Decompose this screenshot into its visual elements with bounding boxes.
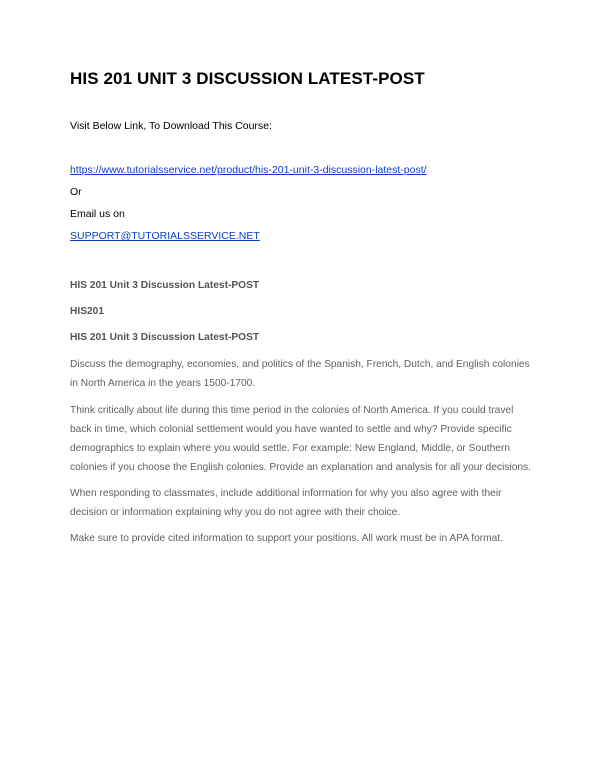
visit-instruction: Visit Below Link, To Download This Course: — [70, 120, 272, 132]
or-text: Or — [70, 186, 82, 198]
paragraph-critical-thinking: Think critically about life during this time period in the colonies of North America. If you could travel back in time, which colonial settlement would you have wanted to settle and why? Provide specific demographics to explain where you would settle. For example: New England, Middle, or Southern colonies if you choose the English colonies. Provide an explanation and analysis for all your decisions. — [70, 405, 531, 473]
section-heading: HIS 201 Unit 3 Discussion Latest-POST — [70, 280, 260, 291]
paragraph-citation: Make sure to provide cited information to support your positions. All work must be in APA format. — [70, 533, 503, 544]
support-email-link[interactable]: SUPPORT@TUTORIALSSERVICE.NET — [70, 230, 260, 242]
document-title: HIS 201 UNIT 3 DISCUSSION LATEST-POST — [70, 69, 425, 88]
email-label: Email us on — [70, 208, 125, 220]
course-code: HIS201 — [70, 306, 104, 317]
course-download-link[interactable]: https://www.tutorialsservice.net/product/his-201-unit-3-discussion-latest-post/ — [70, 164, 427, 176]
subsection-heading: HIS 201 Unit 3 Discussion Latest-POST — [70, 332, 260, 343]
paragraph-demography: Discuss the demography, economies, and politics of the Spanish, French, Dutch, and English colonies in North America in the years 1500-1700. — [70, 359, 530, 389]
paragraph-responding: When responding to classmates, include additional information for why you also agree with their decision or information explaining why you do not agree with their choice. — [70, 488, 502, 518]
